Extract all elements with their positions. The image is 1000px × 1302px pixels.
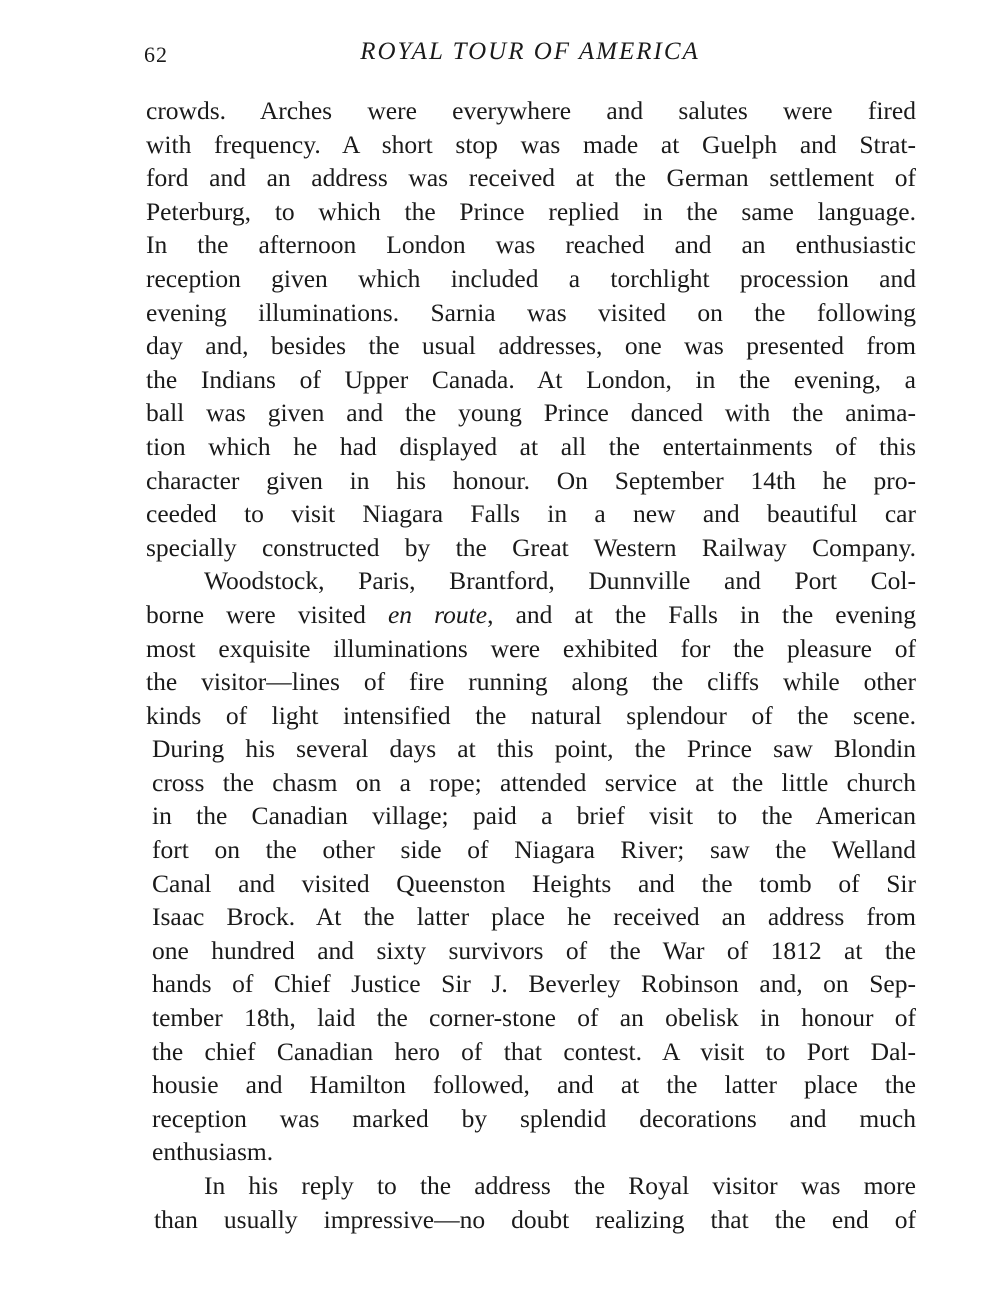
text-line: hands of Chief Justice Sir J. Beverley Robinson and, on Sep- bbox=[152, 969, 916, 999]
running-head bbox=[144, 38, 916, 74]
text-line: the Indians of Upper Canada. At London, in the evening, a bbox=[146, 364, 916, 394]
text-line: with frequency. A short stop was made at Guelph and Strat- bbox=[146, 129, 916, 159]
text-line: cross the chasm on a rope; attended service at the little church bbox=[152, 767, 916, 797]
text-line: evening illuminations. Sarnia was visited on the following bbox=[146, 297, 916, 327]
text-line: enthusiasm. bbox=[152, 1137, 274, 1167]
text-line: Woodstock, Paris, Brantford, Dunnville and Port Col- bbox=[204, 566, 916, 596]
text-line: Peterburg, to which the Prince replied in the same language. bbox=[146, 196, 916, 226]
text-line: in the Canadian village; paid a brief visit to the American bbox=[152, 801, 916, 831]
running-title: ROYAL TOUR OF AMERICA bbox=[360, 38, 700, 65]
text-line: crowds. Arches were everywhere and salutes were fired bbox=[146, 96, 916, 125]
text-line: character given in his honour. On September 14th he pro- bbox=[146, 465, 916, 495]
text-line: ceeded to visit Niagara Falls in a new and beautiful car bbox=[146, 499, 916, 529]
text-line: the chief Canadian hero of that contest. A visit to Port Dal- bbox=[152, 1036, 916, 1066]
text-line: In his reply to the address the Royal visitor was more bbox=[204, 1171, 916, 1200]
paragraph-3 bbox=[146, 1169, 916, 1236]
text-line: tember 18th, laid the corner-stone of an obelisk in honour of bbox=[152, 1003, 916, 1033]
paragraph-1 bbox=[146, 94, 916, 564]
text-line: than usually impressive—no doubt realizing that the end of bbox=[154, 1204, 916, 1234]
text-line: In the afternoon London was reached and an enthusiastic bbox=[146, 230, 916, 260]
text-line: ford and an address was received at the German settlement of bbox=[146, 163, 916, 193]
text-line: one hundred and sixty survivors of the War of 1812 at the bbox=[152, 935, 916, 965]
text-line: day and, besides the usual addresses, one was presented from bbox=[146, 331, 916, 361]
text-line: tion which he had displayed at all the entertainments of this bbox=[146, 431, 916, 461]
body-text bbox=[146, 94, 916, 1236]
text-line: fort on the other side of Niagara River; saw the Welland bbox=[152, 835, 916, 865]
text-line: most exquisite illuminations were exhibited for the pleasure of bbox=[146, 633, 916, 663]
paragraph-2 bbox=[146, 564, 916, 1169]
text-line: housie and Hamilton followed, and at the latter place the bbox=[152, 1070, 916, 1100]
text-line: ball was given and the young Prince danced with the anima- bbox=[146, 398, 916, 428]
text-line: Canal and visited Queenston Heights and the tomb of Sir bbox=[152, 868, 916, 898]
text-line: Isaac Brock. At the latter place he received an address from bbox=[152, 902, 916, 932]
italic-phrase: en route bbox=[387, 599, 488, 629]
text-line: kinds of light intensified the natural splendour of the scene. bbox=[146, 700, 916, 730]
text-line: reception was marked by splendid decorations and much bbox=[152, 1103, 916, 1133]
text-line: During his several days at this point, the Prince saw Blondin bbox=[152, 734, 916, 764]
text-line: specially constructed by the Great Western Railway Company. bbox=[146, 532, 916, 562]
text-line: borne were visited en route, and at the Falls in the evening bbox=[146, 599, 916, 629]
text-line: the visitor—lines of fire running along the cliffs while other bbox=[146, 667, 916, 697]
page-number: 62 bbox=[144, 42, 168, 67]
text-line: reception given which included a torchlight procession and bbox=[146, 263, 916, 293]
